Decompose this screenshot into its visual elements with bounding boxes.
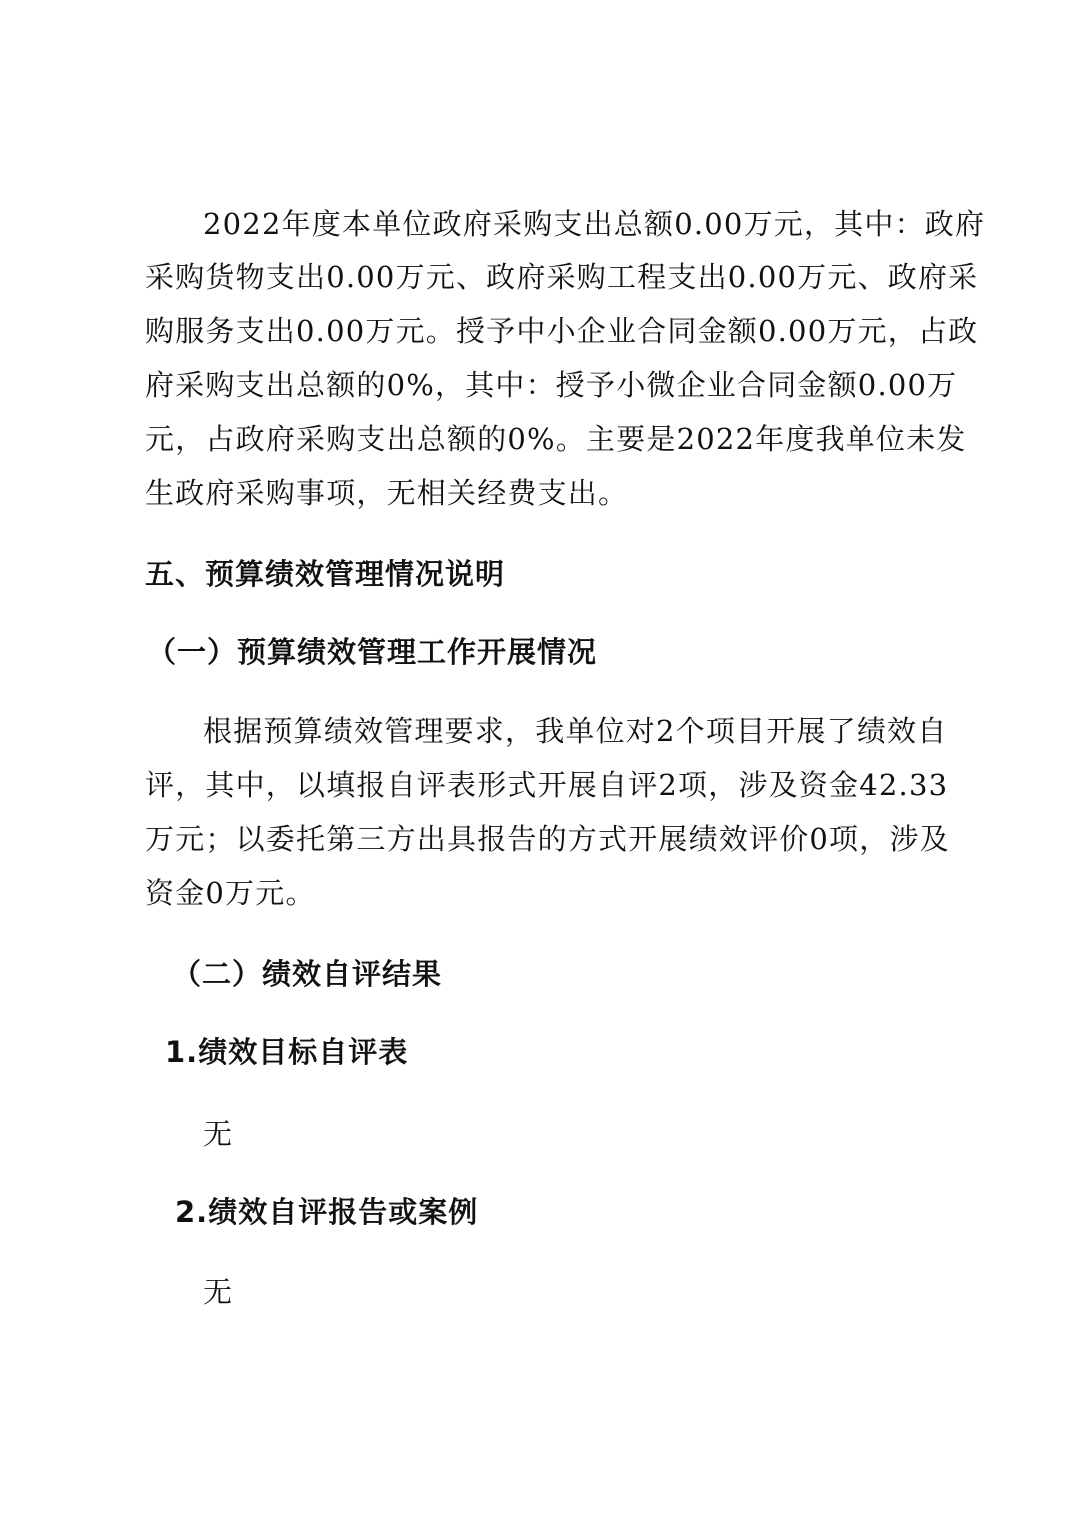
- procurement-line-6: 生政府采购事项，无相关经费支出。: [145, 476, 629, 510]
- subsection-two-title: （二）绩效自评结果: [172, 957, 443, 991]
- performance-line-3: 万元；以委托第三方出具报告的方式开展绩效评价0项，涉及: [145, 822, 950, 856]
- item-two-title: 2.绩效自评报告或案例: [175, 1195, 479, 1229]
- procurement-line-4: 府采购支出总额的0%，其中：授予小微企业合同金额0.00万: [145, 368, 958, 402]
- performance-line-4: 资金0万元。: [145, 876, 316, 910]
- section-five-title: 五、预算绩效管理情况说明: [145, 557, 506, 591]
- subsection-one-title: （一）预算绩效管理工作开展情况: [147, 635, 598, 669]
- item-one-value: 无: [203, 1117, 234, 1151]
- item-one-title: 1.绩效目标自评表: [165, 1035, 409, 1069]
- item-two-value: 无: [203, 1275, 234, 1309]
- procurement-line-1: 2022年度本单位政府采购支出总额0.00万元，其中：政府: [203, 207, 986, 241]
- procurement-line-5: 元，占政府采购支出总额的0%。主要是2022年度我单位未发: [145, 422, 967, 456]
- procurement-line-3: 购服务支出0.00万元。授予中小企业合同金额0.00万元，占政: [145, 314, 979, 348]
- procurement-line-2: 采购货物支出0.00万元、政府采购工程支出0.00万元、政府采: [145, 260, 979, 294]
- performance-line-2: 评，其中，以填报自评表形式开展自评2项，涉及资金42.33: [145, 768, 949, 802]
- performance-line-1: 根据预算绩效管理要求，我单位对2个项目开展了绩效自: [203, 714, 948, 748]
